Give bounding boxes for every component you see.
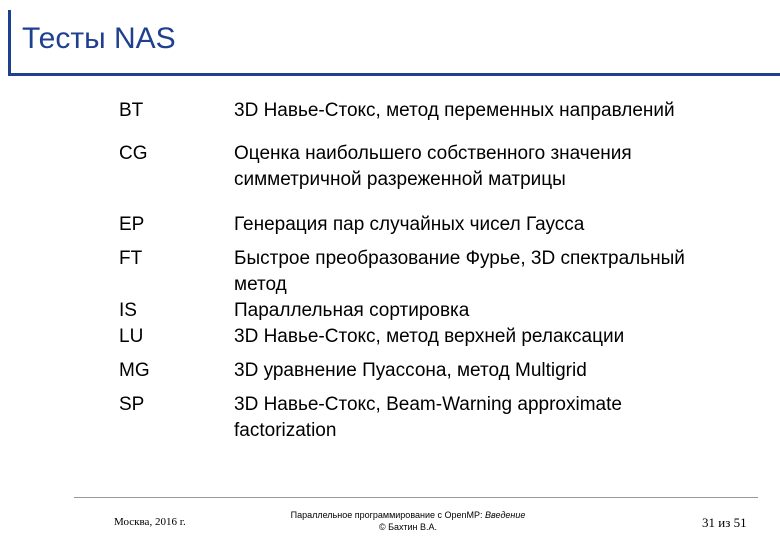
test-description [234,324,754,350]
description-line: 3D уравнение Пуассона, метод Multigrid [234,360,587,381]
test-code: LU [119,326,144,347]
description-line: Оценка наибольшего собственного значения [234,143,632,164]
test-code: CG [119,143,148,164]
test-code: MG [119,360,150,381]
test-description [234,298,754,324]
test-code: EP [119,214,145,235]
test-code: FT [119,248,143,269]
description-line: Быстрое преобразование Фурье, 3D спектральный [234,248,685,269]
title-bar [8,10,780,76]
footer-course-section: Введение [485,510,526,520]
title-accent-horizontal-line [8,73,780,76]
footer-course-line [258,509,558,521]
footer-location-year: Москва, 2016 г. [114,516,186,528]
footer-divider [74,497,758,498]
description-line: Генерация пар случайных чисел Гаусса [234,214,585,235]
slide-title: Тесты NAS [22,22,176,55]
test-code: BT [119,100,144,121]
test-code: SP [119,394,145,415]
description-line: Параллельная сортировка [234,300,470,321]
description-line: метод [234,274,287,295]
test-description [234,358,754,384]
footer-course-name: Параллельное программирование с OpenMP: [290,510,486,520]
footer-course-title [258,509,558,533]
description-line: 3D Навье-Стокс, метод переменных направлений [234,100,675,121]
test-code: IS [119,300,137,321]
test-description [234,212,754,238]
page-number: 31 из 51 [702,515,747,530]
test-description [234,392,754,444]
description-line: factorization [234,420,337,441]
title-accent-vertical-line [8,10,11,76]
description-line: 3D Навье-Стокс, Beam-Warning approximate [234,394,622,415]
description-line: 3D Навье-Стокс, метод верхней релаксации [234,326,625,347]
test-description [234,141,754,193]
test-description [234,246,754,298]
test-description [234,98,754,124]
footer-author: © Бахтин В.А. [378,522,438,532]
description-line: симметричной разреженной матрицы [234,169,566,190]
